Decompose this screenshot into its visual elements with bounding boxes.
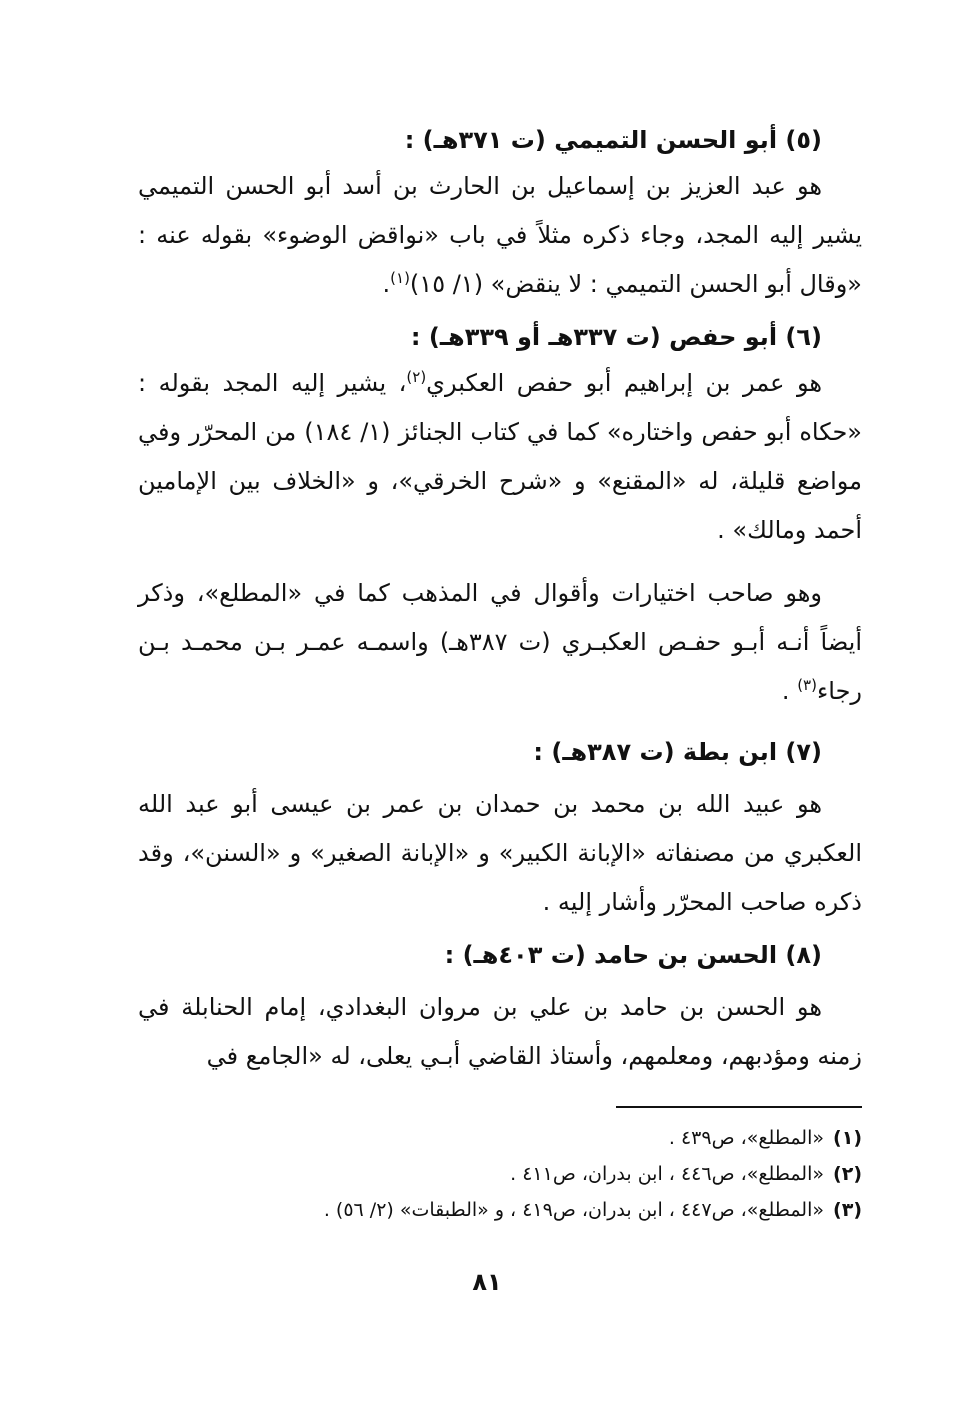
paragraph-text: وهو صاحب اختيارات وأقوال في المذهب كما في «المطلع»، وذكر أيضاً أنـه أبـو حفـص العكبـري (ت ٣٨٧هـ) واسمـه عمـر بـن محمـد بـن رجاء — [138, 579, 862, 705]
footnote-text: «المطلع»، ص٤٣٩ . — [668, 1127, 824, 1149]
paragraph-text: هو الحسن بن حامد بن علي بن مروان البغدادي، إمام الحنابلة في زمنه ومؤدبهم، ومعلمهم، وأستاذ القاضي أبـي يعلى، له «الجامع في — [138, 993, 862, 1070]
section-heading-6: (٦) أبو حفص (ت ٣٣٧هـ أو ٣٣٩هـ) : — [410, 323, 822, 351]
footnote-ref-1: (١) — [390, 269, 410, 287]
footnote-text: «المطلع»، ص٤٤٧ ، ابن بدران، ص٤١٩ ، و «الطبقات» (٢/ ٥٦) . — [323, 1199, 824, 1221]
footnote-ref-3: (٣) — [797, 676, 817, 694]
paragraph-text: هو عبيد الله بن محمد بن حمدان بن عمر بن عيسى أبو عبد الله العكبري من مصنفاته «الإبانة الكبير» و «الإبانة الصغير» و «السنن»، وقد ذكره صاحب المحرّر وأشار إليه . — [138, 790, 862, 916]
paragraph-tail: . — [382, 270, 391, 298]
footnote-number: (٢) — [833, 1163, 862, 1185]
paragraph-tail: . — [781, 677, 798, 705]
paragraph-text: هو عبد العزيز بن إسماعيل بن الحارث بن أسد أبو الحسن التميمي يشير إليه المجد، وجاء ذكره مثلاً في باب «نواقض الوضوء» بقوله عنه : «وقال أبو الحسن التميمي : لا ينقض» (١/ ١٥) — [138, 172, 862, 298]
footnote-number: (٣) — [833, 1199, 862, 1221]
section-heading-7: (٧) ابن بطة (ت ٣٨٧هـ) : — [533, 738, 822, 766]
paragraph — [138, 983, 862, 1081]
footnote-number: (١) — [833, 1127, 862, 1149]
paragraph — [138, 569, 862, 716]
footnote-divider — [616, 1106, 862, 1108]
paragraph-text: هو عمر بن إبراهيم أبو حفص العكبري — [426, 369, 822, 397]
paragraph — [138, 162, 862, 309]
footnote-3 — [138, 1192, 862, 1228]
footnote-text: «المطلع»، ص٤٤٦ ، ابن بدران، ص٤١١ . — [510, 1163, 824, 1185]
paragraph-tail: ، يشير إليه المجد بقوله : «حكاه أبو حفص واختاره» كما في كتاب الجنائز (١/ ١٨٤) من المحرّر وفي مواضع قليلة، له «المقنع» و «شرح الخرقي»، و «الخلاف بين الإمامين أحمد ومالك» . — [138, 369, 862, 544]
footnote-1 — [138, 1120, 862, 1156]
footnotes — [138, 1120, 862, 1228]
paragraph — [138, 780, 862, 927]
section-heading-5: (٥) أبو الحسن التميمي (ت ٣٧١هـ) : — [404, 126, 822, 154]
page-number: ٨١ — [472, 1268, 502, 1296]
footnote-2 — [138, 1156, 862, 1192]
footnote-ref-2: (٢) — [406, 368, 427, 386]
section-heading-8: (٨) الحسن بن حامد (ت ٤٠٣هـ) : — [444, 941, 822, 969]
main-text — [138, 118, 862, 1081]
paragraph — [138, 359, 862, 555]
